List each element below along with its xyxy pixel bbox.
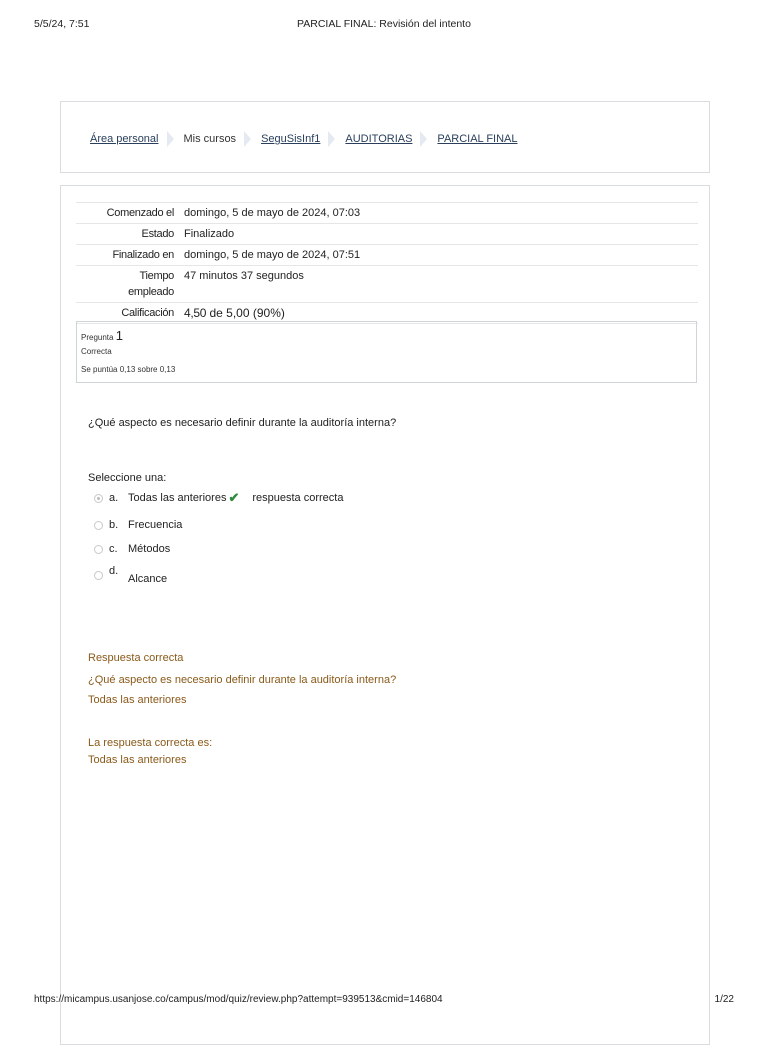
answer-text: Métodos — [128, 543, 171, 555]
summary-label: Estado — [141, 228, 174, 240]
answer-text: Alcance — [128, 573, 168, 585]
summary-label-line: empleado — [128, 286, 174, 298]
breadcrumb-separator-icon — [167, 131, 175, 147]
summary-label: Finalizado en — [112, 249, 174, 261]
question-number — [81, 328, 123, 343]
answer-prompt: Seleccione una: — [88, 472, 167, 484]
question-grade: Se puntúa 0,13 sobre 0,13 — [81, 365, 176, 374]
question-number-prefix: Pregunta — [81, 333, 114, 342]
feedback-correct-label: La respuesta correcta es: — [88, 737, 213, 749]
print-title: PARCIAL FINAL: Revisión del intento — [297, 18, 471, 30]
answer-option-a[interactable] — [94, 490, 343, 506]
feedback-selected-answer: Todas las anteriores — [88, 694, 187, 706]
answer-option-d[interactable] — [94, 565, 168, 585]
summary-value: domingo, 5 de mayo de 2024, 07:51 — [184, 249, 361, 261]
summary-row-started — [76, 203, 698, 224]
summary-label-line: Tiempo — [139, 270, 174, 282]
feedback-result: Respuesta correcta — [88, 652, 184, 664]
answer-letter: c. — [109, 543, 118, 555]
check-icon: ✔ — [228, 490, 240, 505]
question-info-box — [76, 321, 697, 383]
grade-score: 4,50 — [184, 306, 207, 320]
question-state: Correcta — [81, 347, 112, 356]
answer-letter: a. — [109, 492, 119, 504]
answer-option-b[interactable] — [94, 519, 182, 531]
summary-row-finished — [76, 245, 698, 266]
breadcrumb-panel — [60, 101, 710, 173]
question-number-value: 1 — [115, 328, 123, 343]
breadcrumb-quiz[interactable]: PARCIAL FINAL — [437, 133, 518, 145]
summary-value: 47 minutos 37 segundos — [184, 270, 304, 282]
summary-label: Comenzado el — [106, 207, 174, 219]
breadcrumb-separator-icon — [244, 131, 252, 147]
summary-label: Calificación — [121, 307, 174, 319]
breadcrumb-mis-cursos: Mis cursos — [183, 133, 237, 145]
feedback-correct-answer: Todas las anteriores — [88, 754, 187, 766]
breadcrumb-section[interactable]: AUDITORIAS — [345, 133, 413, 145]
answer-letter: b. — [109, 519, 119, 531]
breadcrumb-area-personal[interactable]: Área personal — [90, 133, 159, 145]
page-number: 1/22 — [714, 994, 734, 1005]
summary-row-time — [76, 266, 698, 303]
answer-text: Frecuencia — [128, 519, 183, 531]
breadcrumb-separator-icon — [420, 131, 428, 147]
breadcrumb-course[interactable]: SeguSisInf1 — [261, 133, 321, 145]
correct-answer-note: respuesta correcta — [252, 492, 344, 504]
feedback-question: ¿Qué aspecto es necesario definir durante la auditoría interna? — [88, 674, 397, 686]
breadcrumb-separator-icon — [328, 131, 336, 147]
radio-icon[interactable] — [94, 521, 103, 530]
radio-selected-icon[interactable] — [94, 494, 103, 503]
breadcrumb — [90, 131, 518, 147]
summary-value: domingo, 5 de mayo de 2024, 07:03 — [184, 207, 361, 219]
attempt-summary-table — [76, 202, 698, 324]
answer-option-c[interactable] — [94, 543, 170, 555]
summary-value: Finalizado — [184, 228, 235, 240]
quiz-review-panel — [60, 185, 710, 1045]
answer-text: Todas las anteriores — [128, 492, 227, 504]
question-text: ¿Qué aspecto es necesario definir durante la auditoría interna? — [88, 417, 397, 429]
summary-row-state — [76, 224, 698, 245]
answer-letter: d. — [109, 565, 119, 577]
print-header — [34, 18, 734, 32]
page-url: https://micampus.usanjose.co/campus/mod/quiz/review.php?attempt=939513&cmid=146804 — [34, 994, 443, 1005]
radio-icon[interactable] — [94, 545, 103, 554]
summary-label — [76, 266, 184, 303]
grade-rest: de 5,00 (90%) — [206, 306, 285, 320]
radio-icon[interactable] — [94, 571, 103, 580]
print-datetime: 5/5/24, 7:51 — [34, 18, 90, 30]
